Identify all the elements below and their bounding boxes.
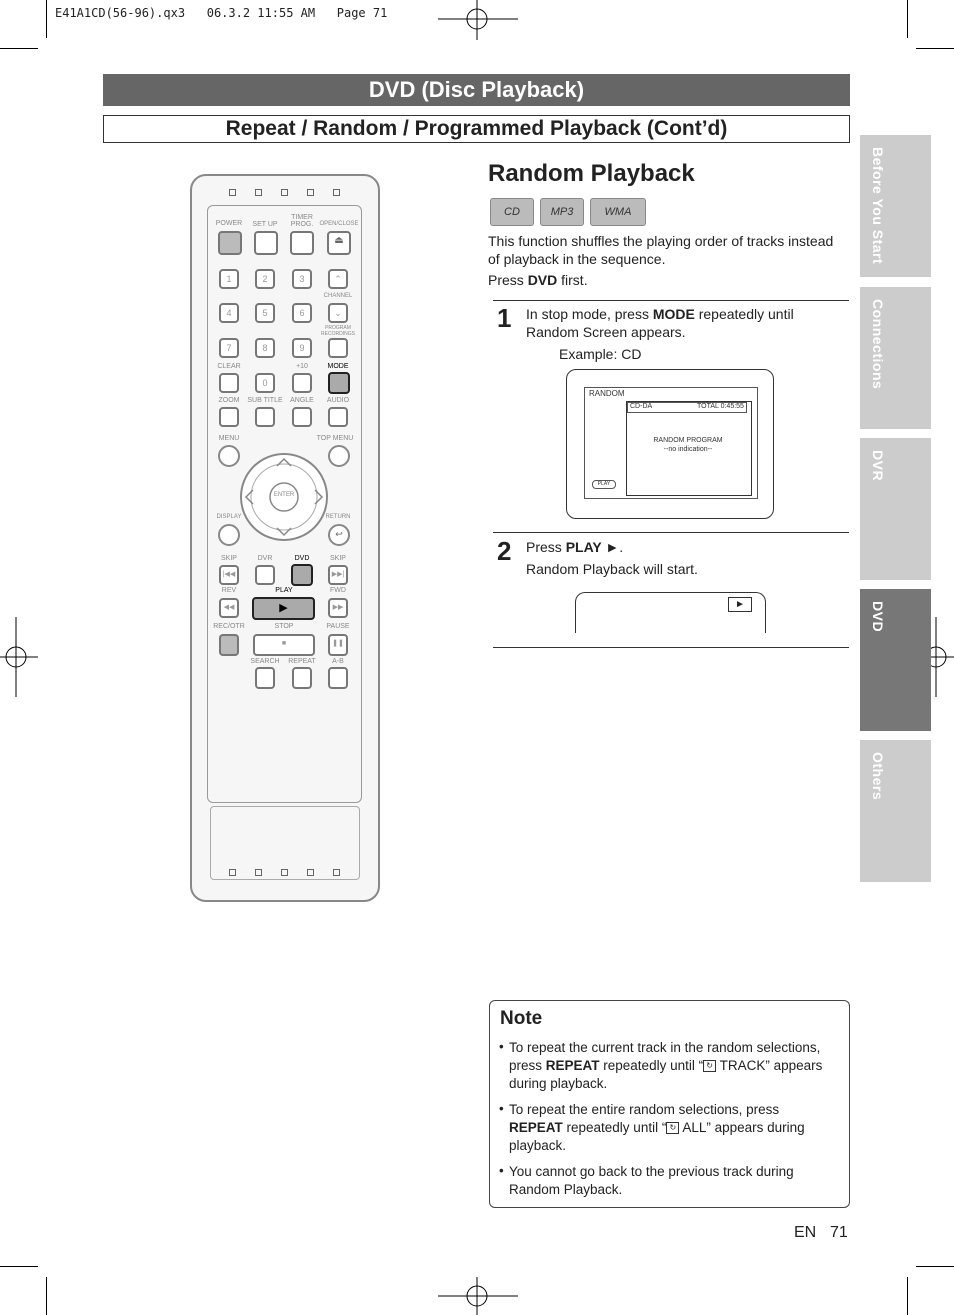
- remote-led: [229, 189, 236, 196]
- menu-button[interactable]: [218, 445, 240, 467]
- step-key: PLAY ►: [565, 539, 620, 555]
- section-title: Random Playback: [488, 160, 695, 187]
- num-label: 2: [262, 274, 268, 284]
- zoom-button[interactable]: [219, 407, 239, 427]
- remote-led: [333, 869, 340, 876]
- open-close-button[interactable]: [327, 231, 351, 255]
- skip-back-label: SKIP: [221, 555, 237, 562]
- chevron-down-icon: ⌄: [334, 308, 342, 318]
- pause-label: PAUSE: [326, 623, 350, 630]
- remote-led: [281, 869, 288, 876]
- remote-led: [255, 869, 262, 876]
- top-menu-label: TOP MENU: [316, 435, 354, 442]
- pause-icon: ❚❚: [332, 640, 344, 647]
- tab-others[interactable]: [860, 740, 931, 882]
- repeat-button[interactable]: [292, 667, 312, 689]
- play-indicator: PLAY: [592, 480, 616, 489]
- tab-label: Before You Start: [870, 147, 886, 265]
- note-key: REPEAT: [545, 1058, 600, 1073]
- tab-label: DVD: [870, 601, 886, 633]
- open-close-label: OPEN/CLOSE: [319, 221, 359, 227]
- rec-otr-label: REC/OTR: [213, 623, 245, 630]
- wma-badge: WMA: [590, 198, 646, 226]
- display-label: DISPLAY: [216, 514, 242, 520]
- a-b-label: A-B: [332, 658, 344, 665]
- press-suffix: first.: [557, 272, 588, 288]
- audio-button[interactable]: [328, 407, 348, 427]
- remote-led: [307, 869, 314, 876]
- step-key: MODE: [652, 306, 695, 322]
- power-label: POWER: [215, 220, 243, 227]
- clear-label: CLEAR: [217, 363, 241, 370]
- note-text: repeatedly until “: [562, 1120, 667, 1135]
- setup-label: SET UP: [252, 221, 278, 228]
- registration-mark-top: [438, 0, 518, 40]
- note-key: REPEAT: [509, 1120, 563, 1135]
- subtitle-button[interactable]: [255, 407, 275, 427]
- num-label: 4: [226, 308, 232, 318]
- step-text: In stop mode, press: [526, 306, 653, 322]
- registration-mark-left: [0, 617, 38, 697]
- note-item-2: [509, 1101, 834, 1155]
- rev-button[interactable]: [219, 598, 239, 618]
- tab-label: Connections: [870, 299, 886, 390]
- num-2-button[interactable]: [255, 269, 275, 289]
- tab-dvr[interactable]: [860, 438, 931, 580]
- tab-dvd[interactable]: [860, 589, 931, 731]
- search-label: SEARCH: [250, 658, 280, 665]
- note-text: TRACK” appears during playback.: [509, 1058, 823, 1091]
- remote-led: [255, 189, 262, 196]
- num-label: 5: [262, 308, 268, 318]
- top-menu-button[interactable]: [328, 445, 350, 467]
- bullet: •: [499, 1101, 504, 1116]
- remote-led: [229, 869, 236, 876]
- stop-button[interactable]: [253, 634, 315, 656]
- plus10-label: +10: [296, 363, 308, 370]
- registration-mark-bottom: [438, 1277, 518, 1315]
- repeat-icon: ↻: [703, 1060, 716, 1072]
- mode-button[interactable]: [328, 372, 350, 394]
- program-recordings-label: PROGRAM RECORDINGS: [321, 325, 355, 337]
- zoom-label: ZOOM: [218, 397, 240, 404]
- play-icon: ▶: [279, 602, 288, 614]
- dvd-button[interactable]: [291, 564, 313, 586]
- stop-icon: ■: [281, 640, 287, 647]
- channel-down-button[interactable]: [328, 303, 348, 323]
- a-b-button[interactable]: [328, 667, 348, 689]
- random-program-label: RANDOM PROGRAM: [653, 437, 723, 444]
- num-7-button[interactable]: [219, 338, 239, 358]
- num-8-button[interactable]: [255, 338, 275, 358]
- skip-forward-button[interactable]: [328, 565, 348, 585]
- setup-button[interactable]: [254, 231, 278, 255]
- step-text: repeatedly until Random Screen appears.: [526, 306, 794, 340]
- tab-label: DVR: [870, 450, 886, 482]
- remote-led: [307, 189, 314, 196]
- step-2-result: Random Playback will start.: [526, 561, 698, 577]
- channel-up-button[interactable]: [328, 269, 348, 289]
- press-key: DVD: [527, 272, 558, 288]
- return-button[interactable]: [328, 524, 350, 546]
- note-text: repeatedly until “: [599, 1058, 704, 1073]
- step-number: 2: [497, 536, 512, 566]
- num-3-button[interactable]: [292, 269, 312, 289]
- num-9-button[interactable]: [292, 338, 312, 358]
- num-6-button[interactable]: [292, 303, 312, 323]
- subtitle-label: SUB TITLE: [247, 397, 283, 404]
- step-text: Press: [526, 539, 566, 555]
- note-item-3: You cannot go back to the previous track during Random Playback.: [509, 1164, 794, 1197]
- step-number: 1: [497, 303, 512, 333]
- num-4-button[interactable]: [219, 303, 239, 323]
- num-label: 3: [299, 274, 305, 284]
- dvr-button[interactable]: [255, 565, 275, 585]
- divider: [493, 300, 849, 301]
- timer-prog-button[interactable]: [290, 231, 314, 255]
- timer-prog-label: TIMER PROG.: [290, 214, 314, 228]
- display-button[interactable]: [218, 524, 240, 546]
- remote-led: [281, 189, 288, 196]
- chevron-up-icon: ⌃: [334, 274, 342, 284]
- audio-label: AUDIO: [326, 397, 350, 404]
- bullet: •: [499, 1039, 504, 1054]
- plus10-button[interactable]: [292, 373, 312, 393]
- cd-badge: CD: [490, 198, 534, 226]
- note-title: Note: [500, 1008, 543, 1029]
- dvd-label: DVD: [294, 555, 310, 562]
- num-label: 9: [299, 343, 305, 353]
- dvr-label: DVR: [257, 555, 273, 562]
- repeat-icon: ↻: [666, 1122, 679, 1134]
- skip-back-button[interactable]: [219, 565, 239, 585]
- intro-text: This function shuffles the playing order of tracks instead of playback in the sequence.: [488, 233, 834, 267]
- num-0-button[interactable]: [255, 373, 275, 393]
- chapter-header: DVD (Disc Playback): [103, 74, 850, 106]
- rec-otr-button[interactable]: [219, 634, 239, 656]
- page-number: 71: [830, 1224, 848, 1241]
- remote-led: [333, 189, 340, 196]
- example-label: Example: CD: [559, 346, 642, 362]
- rev-label: REV: [221, 587, 237, 594]
- footer-lang: EN: [794, 1224, 817, 1241]
- num-5-button[interactable]: [255, 303, 275, 323]
- disc-type: CD-DA: [630, 403, 653, 410]
- channel-label: CHANNEL: [323, 293, 353, 299]
- fwd-button[interactable]: [328, 598, 348, 618]
- divider: [493, 532, 849, 533]
- skip-forward-label: SKIP: [330, 555, 346, 562]
- return-label: RETURN: [325, 514, 351, 520]
- play-label: PLAY: [275, 587, 293, 594]
- note-item-1: [509, 1039, 834, 1093]
- num-label: 7: [226, 343, 232, 353]
- num-1-button[interactable]: [219, 269, 239, 289]
- tab-before-you-start[interactable]: [860, 135, 931, 277]
- search-button[interactable]: [255, 667, 275, 689]
- no-indication-label: --no indication--: [663, 446, 713, 453]
- printer-slug: E41A1CD(56-96).qx3 06.3.2 11:55 AM Page 71: [55, 6, 388, 20]
- num-label: 1: [226, 274, 232, 284]
- note-text: ALL” appears during playback.: [509, 1120, 805, 1153]
- enter-label: ENTER: [273, 492, 295, 498]
- note-text: To repeat the entire random selections, press: [509, 1102, 780, 1117]
- fast-forward-icon: ▶▶: [332, 604, 344, 611]
- total-time: TOTAL 0:45:55: [697, 403, 744, 410]
- random-screen-label: RANDOM: [589, 389, 625, 398]
- play-button[interactable]: [252, 597, 315, 620]
- press-dvd-text: [488, 271, 588, 289]
- step-1-text: [526, 305, 848, 341]
- pause-button[interactable]: [328, 634, 348, 656]
- stop-label: STOP: [274, 623, 294, 630]
- rewind-icon: ◀◀: [223, 604, 235, 611]
- page-subtitle: Repeat / Random / Programmed Playback (Cont’d): [103, 115, 850, 143]
- mode-label: MODE: [327, 363, 349, 370]
- divider: [493, 647, 849, 648]
- fwd-label: FWD: [330, 587, 346, 594]
- num-label: 6: [299, 308, 305, 318]
- note-text: To repeat the current track in the random selections, press: [509, 1040, 821, 1073]
- num-label: 8: [262, 343, 268, 353]
- num-label: 0: [262, 378, 268, 388]
- return-icon: ↩: [335, 529, 343, 539]
- skip-forward-icon: ▶▶|: [331, 571, 345, 578]
- bullet: •: [499, 1163, 504, 1178]
- press-prefix: Press: [488, 272, 528, 288]
- angle-label: ANGLE: [290, 397, 314, 404]
- play-icon: ►: [728, 597, 752, 612]
- tab-label: Others: [870, 752, 886, 801]
- tab-connections[interactable]: [860, 287, 931, 429]
- repeat-label: REPEAT: [288, 658, 316, 665]
- skip-back-icon: |◀◀: [222, 571, 236, 578]
- power-button[interactable]: [218, 231, 242, 255]
- angle-button[interactable]: [292, 407, 312, 427]
- step-text: .: [619, 539, 624, 555]
- clear-button[interactable]: [219, 373, 239, 393]
- step-2-text: [526, 538, 623, 556]
- program-button[interactable]: [328, 338, 348, 358]
- mp3-badge: MP3: [540, 198, 584, 226]
- eject-icon: ⏏: [334, 235, 344, 246]
- menu-label: MENU: [218, 435, 240, 442]
